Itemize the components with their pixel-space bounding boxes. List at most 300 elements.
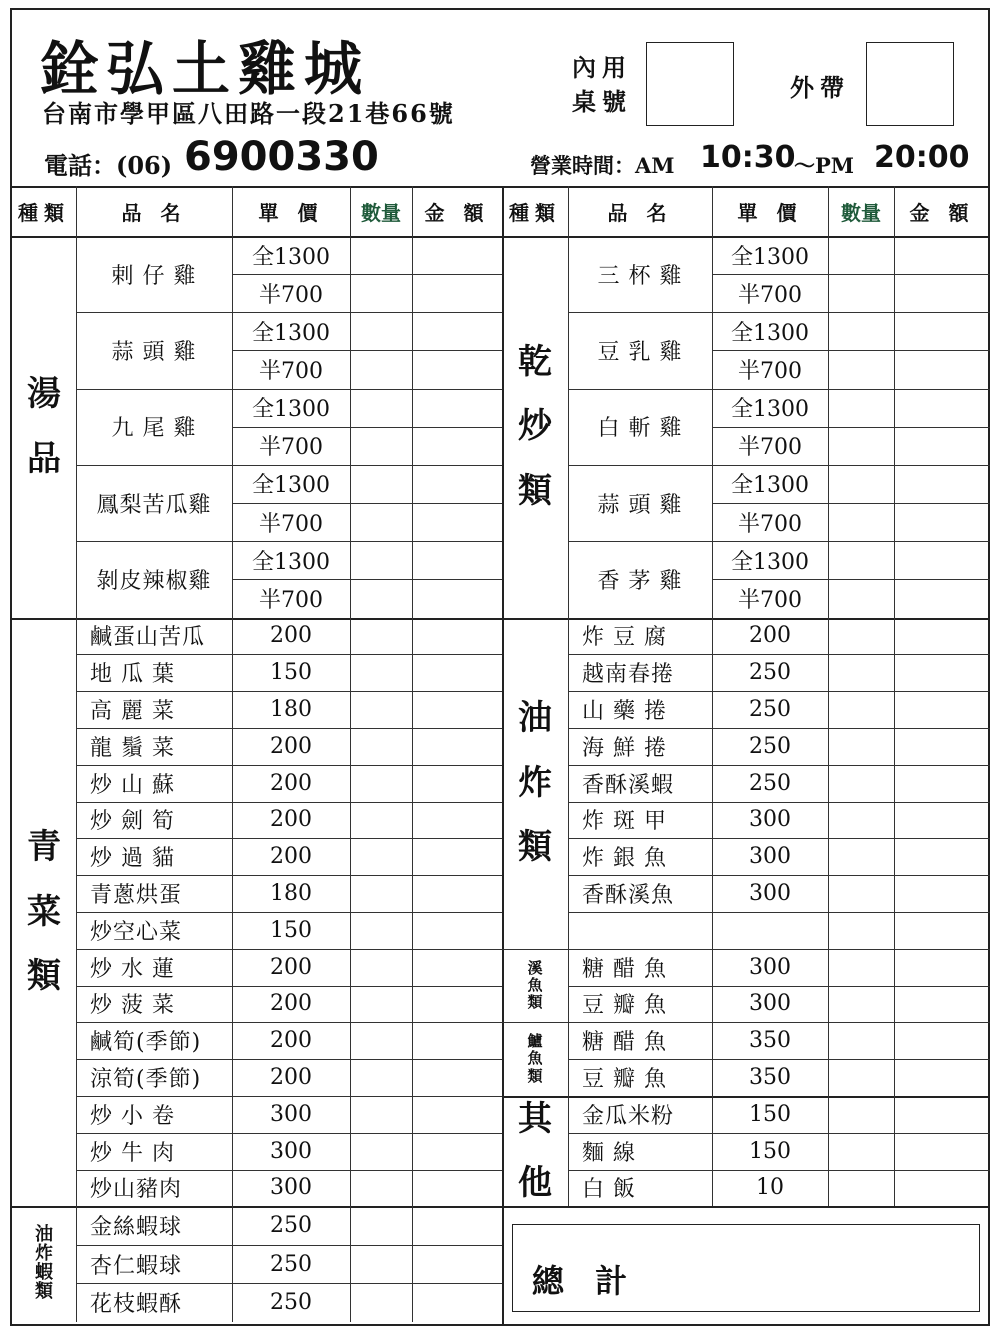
category-char: 類	[527, 993, 543, 1012]
left-soup-half-price: 半700	[259, 435, 323, 461]
amount-input[interactable]	[894, 389, 990, 427]
quantity-input[interactable]	[350, 802, 412, 839]
category-char: 類	[27, 956, 61, 997]
row-divider	[76, 875, 502, 876]
left-soup-full-price: 全1300	[252, 397, 330, 423]
amount-input[interactable]	[412, 274, 502, 312]
column-divider	[712, 1022, 713, 1096]
left-soup-half-price: 半700	[259, 587, 323, 613]
column-divider	[76, 186, 77, 236]
amount-input[interactable]	[412, 312, 502, 350]
left-veg-price: 200	[270, 1028, 312, 1054]
left-veg-item-name: 炒 劍 筍	[90, 809, 175, 835]
quantity-input[interactable]	[350, 1170, 412, 1207]
hours-separator: ～PM	[794, 153, 855, 178]
right-stirfry-item-name: 白 斬 雞	[597, 416, 683, 442]
column-divider	[568, 618, 569, 1207]
right-perch-item-name: 糖 醋 魚	[582, 1030, 667, 1056]
hours-label: 營業時間：AM	[530, 153, 675, 178]
amount-input[interactable]	[412, 691, 502, 728]
column-header-left-1: 品 名	[121, 200, 187, 225]
quantity-input[interactable]	[828, 1170, 894, 1207]
row-divider	[76, 1022, 502, 1023]
amount-input[interactable]	[412, 1096, 502, 1133]
category-char: 類	[518, 827, 552, 868]
amount-input[interactable]	[412, 949, 502, 986]
quantity-input[interactable]	[828, 350, 894, 388]
quantity-input[interactable]	[350, 691, 412, 728]
amount-input[interactable]	[894, 728, 990, 765]
quantity-input[interactable]	[350, 986, 412, 1023]
amount-input[interactable]	[412, 802, 502, 839]
left-veg-price: 300	[270, 1175, 312, 1201]
column-divider	[232, 186, 233, 236]
left-veg-price: 200	[270, 1064, 312, 1090]
amount-input[interactable]	[894, 236, 990, 274]
quantity-input[interactable]	[828, 986, 894, 1023]
row-divider	[76, 654, 502, 655]
category-char: 鱸	[527, 1032, 543, 1051]
right-stirfry-half-price: 半700	[738, 435, 802, 461]
amount-input[interactable]	[894, 312, 990, 350]
left-shrimp-price: 250	[270, 1290, 312, 1316]
row-divider	[568, 389, 990, 390]
address: 台南市學甲區八田路一段21巷66號	[42, 99, 455, 128]
amount-input[interactable]	[894, 503, 990, 541]
quantity-input[interactable]	[828, 802, 894, 839]
category-char: 菜	[27, 891, 61, 932]
quantity-input[interactable]	[350, 274, 412, 312]
column-divider	[828, 186, 829, 236]
right-fried-item-name: 香酥溪蝦	[582, 772, 675, 798]
category-char: 青	[27, 827, 61, 867]
left-veg-item-name: 炒 牛 肉	[90, 1140, 175, 1166]
total-label: 總 計	[532, 1262, 638, 1301]
category-char: 乾	[518, 341, 552, 382]
quantity-input[interactable]	[828, 1059, 894, 1096]
left-veg-price: 150	[270, 660, 312, 686]
left-veg-item-name: 龍 鬚 菜	[90, 735, 175, 761]
column-divider	[412, 618, 413, 1207]
row-divider	[76, 1133, 502, 1134]
quantity-input[interactable]	[828, 875, 894, 912]
row-divider	[76, 541, 502, 542]
quantity-input[interactable]	[350, 654, 412, 691]
column-divider	[76, 236, 77, 618]
right-fried-item-name: 香酥溪魚	[582, 882, 675, 908]
row-divider	[568, 1170, 990, 1171]
left-veg-price: 180	[270, 696, 312, 722]
amount-input[interactable]	[412, 465, 502, 503]
quantity-input[interactable]	[350, 1245, 412, 1284]
left-veg-price: 200	[270, 844, 312, 870]
row-divider	[568, 654, 990, 655]
left-veg-price: 200	[270, 807, 312, 833]
column-divider	[350, 186, 351, 236]
open-time: 10:30	[700, 140, 796, 175]
column-divider	[568, 186, 569, 236]
quantity-input[interactable]	[828, 503, 894, 541]
category-char: 油	[518, 698, 552, 739]
row-divider	[76, 465, 502, 466]
amount-input[interactable]	[894, 1096, 990, 1133]
quantity-input[interactable]	[828, 1133, 894, 1170]
right-fried-price: 300	[749, 880, 791, 906]
right-other-price: 10	[756, 1175, 784, 1201]
column-divider	[350, 236, 351, 618]
quantity-input[interactable]	[350, 503, 412, 541]
quantity-input[interactable]	[828, 389, 894, 427]
left-veg-price: 200	[270, 954, 312, 980]
row-divider	[712, 350, 990, 351]
left-shrimp-item-name: 金絲蝦球	[90, 1215, 183, 1241]
quantity-input[interactable]	[350, 875, 412, 912]
amount-input[interactable]	[412, 1022, 502, 1059]
row-divider	[76, 986, 502, 987]
row-divider	[712, 427, 990, 428]
category-stir-fry	[502, 236, 568, 618]
category-other	[502, 1096, 568, 1206]
amount-input[interactable]	[412, 1133, 502, 1170]
column-divider	[232, 618, 233, 1207]
right-stirfry-item-name: 蒜 頭 雞	[597, 492, 683, 518]
column-divider	[894, 912, 895, 949]
column-divider	[232, 236, 233, 618]
menu-table	[12, 10, 988, 1324]
quantity-input[interactable]	[350, 618, 412, 655]
amount-input[interactable]	[894, 765, 990, 802]
left-veg-price: 200	[270, 991, 312, 1017]
amount-input[interactable]	[894, 465, 990, 503]
category-char: 魚	[527, 975, 543, 994]
amount-input[interactable]	[412, 654, 502, 691]
left-veg-item-name: 鹹筍(季節)	[90, 1030, 202, 1056]
row-divider	[568, 1059, 990, 1060]
column-divider	[828, 949, 829, 1023]
amount-input[interactable]	[412, 1283, 502, 1322]
right-stirfry-half-price: 半700	[738, 511, 802, 537]
amount-input[interactable]	[894, 579, 990, 617]
section-border	[502, 1206, 990, 1208]
left-soup-full-price: 全1300	[252, 320, 330, 346]
column-header-right-4: 金 額	[909, 200, 975, 225]
quantity-input[interactable]	[828, 1096, 894, 1133]
row-divider	[568, 802, 990, 803]
quantity-input[interactable]	[828, 312, 894, 350]
quantity-input[interactable]	[350, 389, 412, 427]
amount-input[interactable]	[894, 1022, 990, 1059]
right-fried-price: 250	[749, 696, 791, 722]
quantity-input[interactable]	[350, 312, 412, 350]
right-fried-price: 250	[749, 770, 791, 796]
amount-input[interactable]	[412, 875, 502, 912]
left-soup-item-name: 鳳梨苦瓜雞	[96, 492, 212, 518]
left-soup-item-name: 剌 仔 雞	[111, 263, 197, 289]
phone-label: 電話：(06)	[44, 151, 173, 180]
column-header-left-3: 數量	[361, 200, 401, 225]
quantity-input[interactable]	[828, 236, 894, 274]
quantity-input[interactable]	[828, 274, 894, 312]
left-shrimp-item-name: 杏仁蝦球	[90, 1253, 183, 1279]
right-perch-price: 350	[749, 1028, 791, 1054]
quantity-input[interactable]	[828, 427, 894, 465]
row-divider	[232, 579, 502, 580]
row-divider	[76, 802, 502, 803]
column-divider	[412, 236, 413, 618]
column-divider	[828, 1022, 829, 1096]
amount-input[interactable]	[894, 912, 990, 949]
quantity-input[interactable]	[828, 618, 894, 655]
amount-input[interactable]	[894, 802, 990, 839]
row-divider	[76, 838, 502, 839]
left-veg-price: 300	[270, 1138, 312, 1164]
column-divider	[412, 1206, 413, 1322]
right-stirfry-half-price: 半700	[738, 282, 802, 308]
column-divider	[894, 236, 895, 618]
column-header-right-3: 數量	[841, 200, 881, 225]
amount-input[interactable]	[412, 912, 502, 949]
row-divider	[568, 691, 990, 692]
category-char: 他	[518, 1163, 552, 1204]
category-char: 類	[518, 471, 552, 512]
amount-input[interactable]	[894, 1170, 990, 1207]
row-divider	[712, 274, 990, 275]
right-other-item-name: 白 飯	[582, 1177, 636, 1203]
quantity-input[interactable]	[350, 579, 412, 617]
left-veg-price: 300	[270, 1101, 312, 1127]
column-divider	[894, 186, 895, 236]
right-stirfry-full-price: 全1300	[731, 397, 809, 423]
right-fried-price: 200	[749, 623, 791, 649]
close-time: 20:00	[874, 140, 970, 175]
quantity-input[interactable]	[828, 912, 894, 949]
row-divider	[232, 503, 502, 504]
quantity-input[interactable]	[350, 541, 412, 579]
left-shrimp-price: 250	[270, 1251, 312, 1277]
column-divider	[828, 618, 829, 912]
category-char: 炸	[35, 1243, 53, 1265]
column-header-left-0: 種類	[18, 200, 70, 225]
left-shrimp-item-name: 花枝蝦酥	[90, 1292, 183, 1318]
amount-input[interactable]	[412, 1206, 502, 1245]
category-char: 湯	[27, 374, 61, 415]
left-soup-item-name: 剝皮辣椒雞	[96, 568, 212, 594]
left-soup-full-price: 全1300	[252, 473, 330, 499]
amount-input[interactable]	[412, 618, 502, 655]
row-divider	[232, 274, 502, 275]
column-divider	[712, 236, 713, 618]
row-divider	[568, 465, 990, 466]
amount-input[interactable]	[412, 1059, 502, 1096]
left-veg-item-name: 涼筍(季節)	[90, 1066, 202, 1092]
quantity-input[interactable]	[350, 1206, 412, 1245]
row-divider	[568, 541, 990, 542]
amount-input[interactable]	[894, 618, 990, 655]
column-divider	[350, 618, 351, 1207]
column-divider	[712, 949, 713, 1023]
left-veg-item-name: 炒 過 貓	[90, 846, 175, 872]
takeout-label: 外帶	[790, 73, 850, 102]
quantity-input[interactable]	[828, 691, 894, 728]
left-soup-item-name: 九 尾 雞	[111, 416, 197, 442]
row-divider	[232, 350, 502, 351]
row-divider	[712, 579, 990, 580]
amount-input[interactable]	[894, 654, 990, 691]
amount-input[interactable]	[412, 1170, 502, 1207]
column-header-right-2: 單 價	[737, 200, 803, 225]
left-veg-item-name: 炒山豬肉	[90, 1177, 183, 1203]
column-divider	[568, 236, 569, 618]
amount-input[interactable]	[412, 503, 502, 541]
amount-input[interactable]	[894, 949, 990, 986]
left-soup-item-name: 蒜 頭 雞	[111, 339, 197, 365]
amount-input[interactable]	[894, 1059, 990, 1096]
category-char: 品	[27, 438, 61, 479]
row-divider	[76, 765, 502, 766]
left-shrimp-price: 250	[270, 1213, 312, 1239]
quantity-input[interactable]	[828, 541, 894, 579]
quantity-input[interactable]	[350, 1096, 412, 1133]
quantity-input[interactable]	[828, 1022, 894, 1059]
amount-input[interactable]	[894, 1133, 990, 1170]
amount-input[interactable]	[894, 541, 990, 579]
amount-input[interactable]	[894, 274, 990, 312]
category-vegetables	[12, 618, 76, 1207]
category-char: 魚	[527, 1049, 543, 1068]
right-stirfry-full-price: 全1300	[731, 320, 809, 346]
amount-input[interactable]	[412, 838, 502, 875]
left-veg-price: 200	[270, 770, 312, 796]
amount-input[interactable]	[412, 236, 502, 274]
column-divider	[712, 912, 713, 949]
right-fried-price: 250	[749, 733, 791, 759]
left-veg-item-name: 炒空心菜	[90, 919, 183, 945]
quantity-input[interactable]	[828, 579, 894, 617]
column-divider	[894, 1096, 895, 1206]
column-divider	[76, 618, 77, 1323]
amount-input[interactable]	[412, 765, 502, 802]
left-soup-full-price: 全1300	[252, 244, 330, 270]
left-soup-half-price: 半700	[259, 359, 323, 384]
row-divider	[76, 949, 502, 950]
quantity-input[interactable]	[350, 765, 412, 802]
quantity-input[interactable]	[350, 838, 412, 875]
row-divider	[568, 875, 990, 876]
column-divider	[232, 1206, 233, 1322]
quantity-input[interactable]	[828, 728, 894, 765]
row-divider	[76, 389, 502, 390]
right-fried-item-name: 越南春捲	[582, 662, 675, 688]
column-divider	[828, 912, 829, 949]
right-stirfry-half-price: 半700	[738, 359, 802, 384]
row-divider	[76, 1245, 502, 1246]
category-char: 類	[35, 1281, 53, 1303]
amount-input[interactable]	[412, 728, 502, 765]
column-divider	[412, 186, 413, 236]
order-sheet	[10, 8, 990, 1326]
column-header-left-4: 金 額	[424, 200, 490, 225]
left-veg-price: 200	[270, 623, 312, 649]
dine-in-label-1: 內用	[572, 53, 632, 82]
amount-input[interactable]	[894, 875, 990, 912]
left-veg-item-name: 青蔥烘蛋	[90, 882, 183, 908]
right-fried-price: 300	[749, 844, 791, 870]
column-divider	[712, 1096, 713, 1206]
amount-input[interactable]	[894, 427, 990, 465]
amount-input[interactable]	[894, 350, 990, 388]
amount-input[interactable]	[894, 691, 990, 728]
amount-input[interactable]	[412, 389, 502, 427]
column-header-right-1: 品 名	[607, 200, 673, 225]
column-divider	[712, 186, 713, 236]
right-other-price: 150	[749, 1138, 791, 1164]
quantity-input[interactable]	[828, 765, 894, 802]
amount-input[interactable]	[894, 986, 990, 1023]
right-stirfry-item-name: 三 杯 雞	[597, 263, 683, 289]
quantity-input[interactable]	[828, 465, 894, 503]
amount-input[interactable]	[412, 986, 502, 1023]
quantity-input[interactable]	[350, 1022, 412, 1059]
row-divider	[76, 1283, 502, 1284]
quantity-input[interactable]	[350, 728, 412, 765]
amount-input[interactable]	[894, 838, 990, 875]
amount-input[interactable]	[412, 427, 502, 465]
category-fried-shrimp	[12, 1206, 76, 1322]
row-divider	[76, 912, 502, 913]
quantity-input[interactable]	[350, 427, 412, 465]
right-stirfry-item-name: 豆 乳 雞	[597, 339, 683, 365]
right-other-item-name: 麵 線	[582, 1140, 636, 1166]
left-veg-item-name: 炒 小 卷	[90, 1103, 175, 1129]
quantity-input[interactable]	[828, 949, 894, 986]
quantity-input[interactable]	[828, 654, 894, 691]
quantity-input[interactable]	[828, 838, 894, 875]
quantity-input[interactable]	[350, 912, 412, 949]
row-divider	[568, 728, 990, 729]
quantity-input[interactable]	[350, 465, 412, 503]
category-char: 炒	[518, 406, 552, 447]
amount-input[interactable]	[412, 579, 502, 617]
amount-input[interactable]	[412, 1245, 502, 1284]
row-divider	[712, 503, 990, 504]
right-fried-item-name: 山 藥 捲	[582, 698, 667, 724]
column-divider	[350, 1206, 351, 1322]
dine-in-label-2: 桌號	[572, 87, 632, 116]
row-divider	[568, 1133, 990, 1134]
quantity-input[interactable]	[350, 1059, 412, 1096]
quantity-input[interactable]	[350, 236, 412, 274]
left-veg-price: 200	[270, 733, 312, 759]
row-divider	[76, 1096, 502, 1097]
phone-number: 6900330	[184, 134, 379, 180]
right-creekfish-price: 300	[749, 991, 791, 1017]
category-perch	[502, 1022, 568, 1096]
right-creekfish-price: 300	[749, 954, 791, 980]
amount-input[interactable]	[412, 350, 502, 388]
right-fried-item-name: 炸 斑 甲	[582, 809, 667, 835]
right-stirfry-full-price: 全1300	[731, 473, 809, 499]
amount-input[interactable]	[412, 541, 502, 579]
quantity-input[interactable]	[350, 949, 412, 986]
left-veg-price: 180	[270, 880, 312, 906]
quantity-input[interactable]	[350, 1133, 412, 1170]
quantity-input[interactable]	[350, 350, 412, 388]
column-header-left-2: 單 價	[258, 200, 324, 225]
right-fried-item-name: 炸 豆 腐	[582, 625, 667, 651]
quantity-input[interactable]	[350, 1283, 412, 1322]
right-perch-item-name: 豆 瓣 魚	[582, 1066, 667, 1092]
right-other-price: 150	[749, 1101, 791, 1127]
